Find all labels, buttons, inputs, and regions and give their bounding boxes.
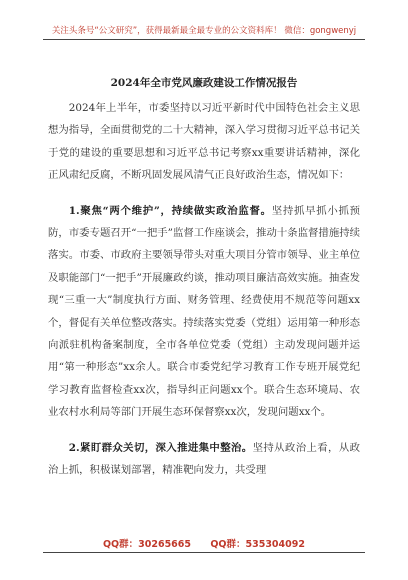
section-2-text: 坚持从政治上看，从政治上抓，积极谋划部署，精准靶向发力，共受理 <box>48 441 360 477</box>
section-1-heading: 1.聚焦“两个维护”，持续做实政治监督。 <box>68 204 272 217</box>
footer-divider <box>43 552 365 553</box>
intro-paragraph: 2024年上半年，市委坚持以习近平新时代中国特色社会主义思想为指导，全面贯彻党的二十大精神，深入学习贯彻习近平总书记关于党的建设的重要思想和习近平总书记考察xx重要讲话精神，深化正风肃纪反腐，不断巩固发展风清气正良好政治生态，情况如下： <box>48 102 360 182</box>
header-banner: 关注头条号“公文研究”，获得最新最全最专业的公文资料库！ 微信：gongwenyj <box>51 26 357 36</box>
section-2-paragraph <box>48 437 360 482</box>
section-1-paragraph <box>48 200 360 424</box>
section-1-text: 坚持抓早抓小抓预防，市委专题召开“一把手”监督工作座谈会，推动十条监督措施持续落实。市委、市政府主要领导带头对重大项目分管市领导、业主单位及职能部门“一把手”开展廉政约谈，推动项目廉洁高效实施。抽查发现“三重一大”制度执行方面、财务管理、经费使用不规范等问题xx个，督促有关单位整改落实。持续落实党委（党组）运用第一种形态向派驻机构备案制度，全市各单位党委（党组）主动发现问题并运用“第一种形态”xx余人。联合市委党纪学习教育工作专班开展党纪学习教育监督检查xx次，指导纠正问题xx个。联合生态环境局、农业农村水利局等部门开展生态环保督察xx次，发现问题xx个。 <box>48 204 360 419</box>
header-divider <box>43 39 365 40</box>
footer-contacts <box>0 536 408 550</box>
document-title: 2024年全市党风廉政建设工作情况报告 <box>110 77 298 89</box>
document-body <box>48 97 360 495</box>
section-2-heading: 2.紧盯群众关切，深入推进集中整治。 <box>68 441 253 454</box>
footer-qq-group-2: QQ群：535304092 <box>210 539 305 550</box>
footer-qq-group-1: QQ群：30265665 <box>102 539 192 550</box>
